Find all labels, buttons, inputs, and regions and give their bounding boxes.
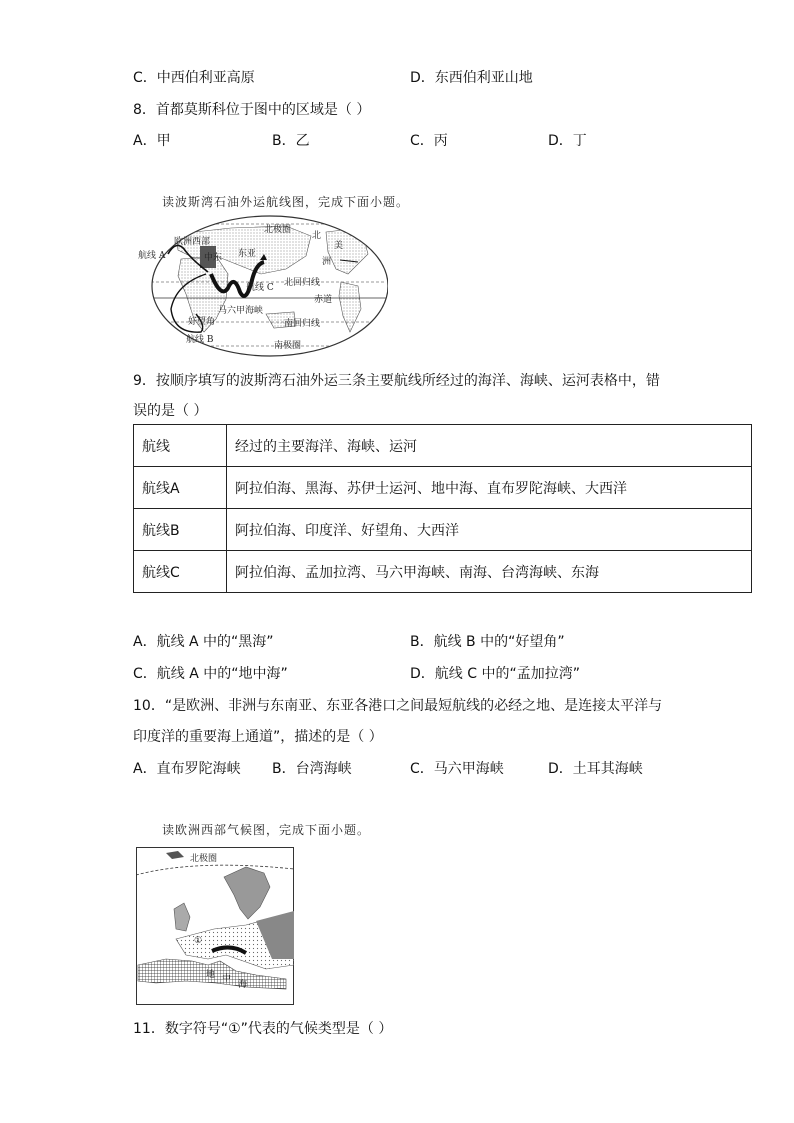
q10-option-b: B．台湾海峡 [272,761,352,777]
q9-stem-line1: 9．按顺序填写的波斯湾石油外运三条主要航线所经过的海洋、海峡、运河表格中，错 [133,373,660,389]
table-cell: 航线A [134,467,227,509]
table-row [134,551,752,593]
q10-stem-line2: 印度洋的重要海上通道”，描述的是（ ） [133,729,383,745]
table-cell: 阿拉伯海、孟加拉湾、马六甲海峡、南海、台湾海峡、东海 [227,551,752,593]
table-row [134,425,752,467]
label-tropic-s: 南回归线 [284,319,321,329]
q8-option-c: C．丙 [410,133,448,149]
intro-europe-climate: 读欧洲西部气候图，完成下面小题。 [162,823,371,837]
table-cell: 航线C [134,551,227,593]
map2-label-sea2: 中 [222,974,232,984]
q8-stem: 8．首都莫斯科位于图中的区域是（ ） [133,102,371,118]
map2-label-num1: ① [194,936,203,946]
table-cell: 阿拉伯海、印度洋、好望角、大西洋 [227,509,752,551]
q10-option-a: A．直布罗陀海峡 [133,761,241,777]
q11-stem: 11．数字符号“①”代表的气候类型是（ ） [133,1021,393,1037]
table-cell: 经过的主要海洋、海峡、运河 [227,425,752,467]
routes-table [133,424,752,593]
q10-stem-line1: 10．“是欧洲、非洲与东南亚、东亚各港口之间最短航线的必经之地、是连接太平洋与 [133,698,663,714]
label-arctic: 北极圈 [264,225,292,235]
label-equator: 赤道 [314,295,333,305]
label-mideast: 中东 [204,253,223,263]
table-cell: 航线B [134,509,227,551]
q9-option-d: D．航线 C 中的“孟加拉湾” [410,666,580,682]
q10-option-c: C．马六甲海峡 [410,761,504,777]
q8-option-d: D．丁 [548,133,587,149]
label-na-2: 美 [334,241,344,251]
q7-option-c: C．中西伯利亚高原 [133,70,255,86]
label-route-c: 航线 C [246,283,274,293]
map2-label-sea3: 海 [238,980,248,990]
label-route-a: 航线 A [138,251,166,261]
q9-option-a: A．航线 A 中的“黑海” [133,634,274,650]
label-malacca: 马六甲海峡 [218,306,264,316]
table-cell: 航线 [134,425,227,467]
q8-option-b: B．乙 [272,133,310,149]
oil-route-map [136,214,388,358]
label-east-asia: 东亚 [238,249,257,259]
map2-label-sea1: 地 [206,970,216,980]
table-row [134,467,752,509]
label-europe-west: 欧洲西部 [174,237,211,247]
label-route-b: 航线 B [186,335,214,345]
label-tropic-n: 北回归线 [284,278,321,288]
label-cape: 好望角 [188,317,216,327]
label-antarctic: 南极圈 [274,341,302,351]
europe-climate-map [136,847,294,1005]
q9-option-b: B．航线 B 中的“好望角” [410,634,565,650]
intro-oil-routes: 读波斯湾石油外运航线图，完成下面小题。 [162,195,410,209]
q8-option-a: A．甲 [133,133,171,149]
q10-option-d: D．土耳其海峡 [548,761,643,777]
map2-label-arctic: 北极圈 [190,854,218,864]
q7-option-d: D．东西伯利亚山地 [410,70,533,86]
label-na-1: 北 [312,231,322,241]
table-row [134,509,752,551]
q9-stem-line2: 误的是（ ） [133,403,208,419]
q9-option-c: C．航线 A 中的“地中海” [133,666,288,682]
label-na-3: 洲 [322,257,332,267]
table-cell: 阿拉伯海、黑海、苏伊士运河、地中海、直布罗陀海峡、大西洋 [227,467,752,509]
